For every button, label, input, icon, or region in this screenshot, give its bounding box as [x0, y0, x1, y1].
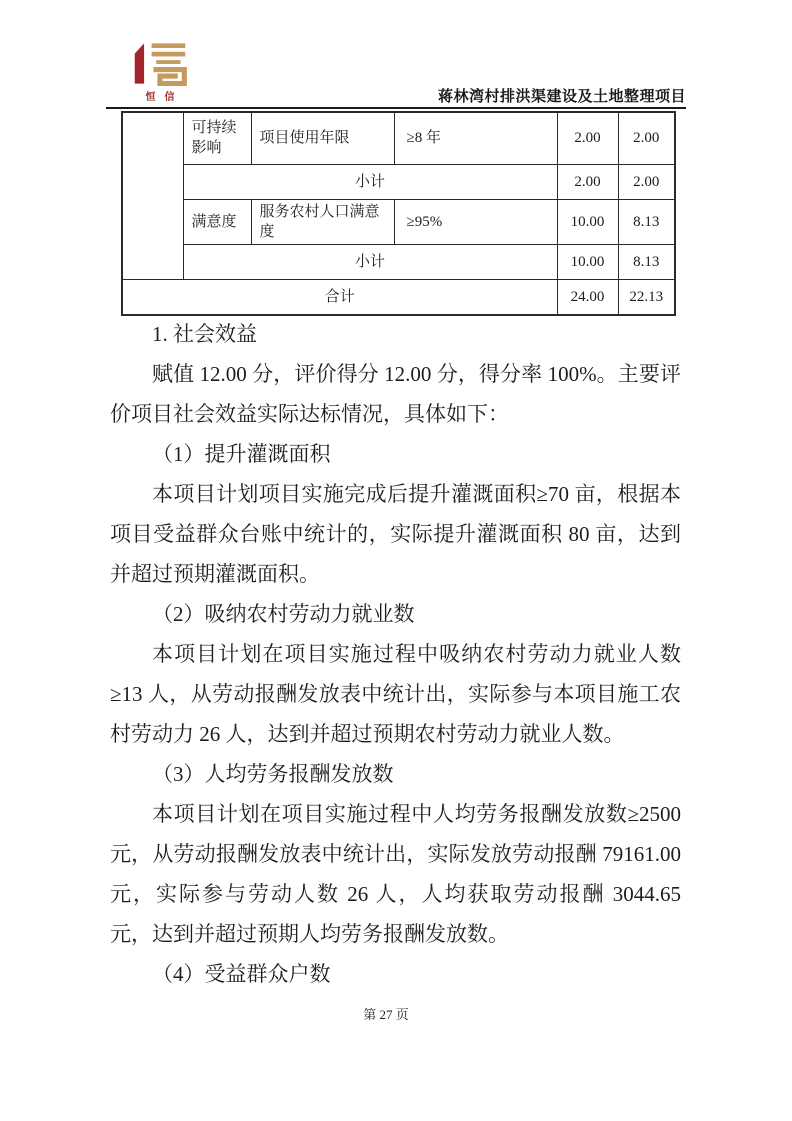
cell-weight-total: 24.00	[557, 279, 618, 315]
subsection-heading-irrigation-area: （1）提升灌溉面积	[152, 442, 331, 466]
cell-subtotal-label: 小计	[183, 164, 557, 199]
document-body	[110, 314, 681, 994]
page-number: 第 27 页	[363, 1007, 409, 1022]
cell-indicator-population-satisfaction: 服务农村人口满意度	[251, 199, 394, 244]
cell-score: 8.13	[618, 244, 675, 279]
paragraph-irrigation-area: 本项目计划项目实施完成后提升灌溉面积≥70 亩，根据本项目受益群众台账中统计的，实际提升灌溉面积 80 亩，达到并超过预期灌溉面积。	[110, 482, 681, 586]
subsection-heading-rural-employment: （2）吸纳农村劳动力就业数	[152, 602, 415, 626]
cell-target-satisfaction: ≥95%	[394, 199, 557, 244]
cell-weight: 2.00	[557, 164, 618, 199]
document-header-title: 蒋林湾村排洪渠建设及土地整理项目	[437, 88, 686, 105]
table-row-total	[122, 279, 675, 315]
paragraph-rural-employment: 本项目计划在项目实施过程中吸纳农村劳动力就业人数≥13 人，从劳动报酬发放表中统计出，实际参与本项目施工农村劳动力 26 人，达到并超过预期农村劳动力就业人数。	[110, 642, 681, 746]
cell-score: 8.13	[618, 199, 675, 244]
cell-indicator-usage-period: 项目使用年限	[251, 112, 394, 164]
cell-category-satisfaction: 满意度	[183, 199, 251, 244]
cell-weight: 10.00	[557, 244, 618, 279]
cell-score-total: 22.13	[618, 279, 675, 315]
cell-subtotal-label: 小计	[183, 244, 557, 279]
cell-weight: 10.00	[557, 199, 618, 244]
table-row-subtotal	[122, 164, 675, 199]
table-row-subtotal	[122, 244, 675, 279]
cell-weight: 2.00	[557, 112, 618, 164]
cell-carryover-empty	[122, 112, 183, 279]
score-table	[121, 111, 676, 316]
cell-target-usage-period: ≥8 年	[394, 112, 557, 164]
subsection-heading-per-capita-remuneration: （3）人均劳务报酬发放数	[152, 762, 394, 786]
paragraph-score-summary: 赋值 12.00 分，评价得分 12.00 分，得分率 100%。主要评价项目社会效益实际达标情况，具体如下：	[110, 362, 681, 426]
company-logo	[127, 40, 193, 103]
table-row	[122, 199, 675, 244]
table-row	[122, 112, 675, 164]
header-divider	[106, 107, 686, 109]
subsection-heading-benefited-households: （4）受益群众户数	[152, 962, 331, 986]
cell-score: 2.00	[618, 164, 675, 199]
hengxin-logo-icon	[131, 40, 189, 86]
cell-score: 2.00	[618, 112, 675, 164]
cell-category-sustainable-impact: 可持续影响	[183, 112, 251, 164]
cell-total-label: 合计	[122, 279, 557, 315]
brand-name: 恒信	[145, 92, 184, 103]
paragraph-per-capita-remuneration: 本项目计划在项目实施过程中人均劳务报酬发放数≥2500 元，从劳动报酬发放表中统计出，实际发放劳动报酬 79161.00 元，实际参与劳动人数 26 人，人均获取劳动报酬 3044.65 元，达到并超过预期人均劳务报酬发放数。	[110, 802, 681, 946]
section-heading-social-benefit: 1. 社会效益	[152, 322, 257, 346]
